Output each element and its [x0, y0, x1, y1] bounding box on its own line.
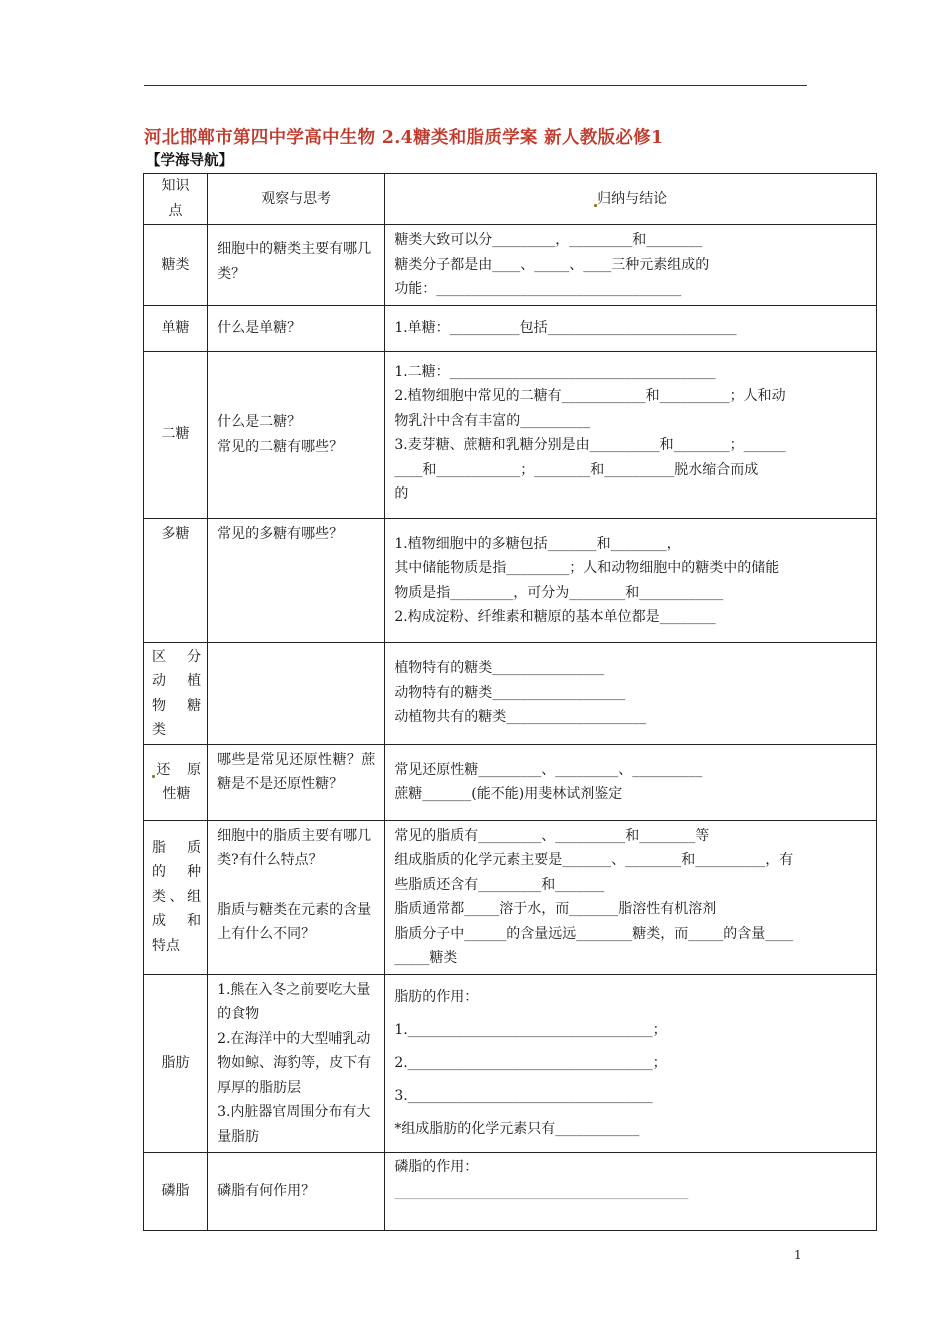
- conclusion-line: 糖类分子都是由____、_____、____三种元素组成的: [394, 256, 710, 273]
- question-text: 细胞中的脂质主要有哪几类?有什么特点？: [217, 827, 372, 868]
- question-text: 细胞中的糖类主要有哪几类？: [217, 241, 372, 282]
- topic-text: 类、组: [152, 888, 202, 905]
- conclusion-line: 磷脂的作用：: [394, 1159, 479, 1175]
- row-question: [208, 744, 385, 820]
- question-text: 2.在海洋中的大型哺乳动物如鲸、海豹等，皮下有厚厚的脂肪层: [217, 1030, 372, 1096]
- conclusion-line: 脂质分子中______的含量远远________糖类，而_____的含量____: [394, 925, 794, 942]
- table-row: [144, 1153, 877, 1231]
- table-row: [144, 351, 877, 518]
- topic-text: 动 植: [152, 673, 202, 689]
- conclusion-line: 植物特有的糖类________________: [394, 660, 605, 677]
- header-text: 知识: [161, 178, 190, 194]
- topic-text: 脂 质: [152, 839, 202, 856]
- row-question: [208, 351, 385, 518]
- header-conclusion: [385, 174, 877, 225]
- topic-text: 特点: [152, 937, 180, 954]
- row-question: [208, 305, 385, 351]
- row-question: [208, 225, 385, 306]
- topic-text: 多糖: [161, 525, 190, 542]
- table-row: [144, 225, 877, 306]
- header-rule: [144, 85, 807, 86]
- conclusion-line: 的: [394, 486, 409, 502]
- table-row: [144, 518, 877, 642]
- topic-text: 成 和: [152, 913, 202, 930]
- row-conclusion: [385, 1153, 877, 1231]
- topic-text: 区 分: [152, 648, 202, 665]
- conclusion-line: 物质是指_________，可分为________和____________: [394, 584, 724, 601]
- conclusion-line: 物乳汁中含有丰富的__________: [394, 412, 591, 429]
- row-conclusion: [385, 974, 877, 1153]
- row-topic: 单糖: [144, 305, 208, 351]
- question-text: 3.内脏器官周围分布有大量脂肪: [217, 1104, 371, 1145]
- conclusion-line: _____糖类: [394, 950, 458, 966]
- table-row: [144, 642, 877, 744]
- row-topic: 磷脂: [144, 1153, 208, 1231]
- header-observe-think: 观察与思考: [208, 174, 385, 225]
- question-text: 常见的多糖有哪些？: [217, 525, 344, 542]
- row-topic: [144, 642, 208, 744]
- row-topic: [144, 518, 208, 642]
- conclusion-line: ____和____________；________和__________脱水缩合而成: [394, 461, 759, 478]
- conclusion-line: 蔗糖_______(能不能)用斐林试剂鉴定: [394, 786, 623, 802]
- conclusion-line: 动植物共有的糖类____________________: [394, 709, 647, 726]
- topic-text: [152, 758, 201, 783]
- row-topic: 二糖: [144, 351, 208, 518]
- row-question: [208, 1153, 385, 1231]
- question-text: 什么是单糖？: [217, 319, 302, 336]
- row-conclusion: [385, 351, 877, 518]
- conclusion-line: 常见还原性糖_________、_________、__________: [394, 761, 703, 778]
- row-topic: [144, 744, 208, 820]
- row-topic: 脂肪: [144, 974, 208, 1153]
- conclusion-line: 脂质通常都_____溶于水，而_______脂溶性有机溶剂: [394, 901, 717, 917]
- row-conclusion: [385, 820, 877, 974]
- row-question: [208, 642, 385, 744]
- page-number: 1: [794, 1248, 802, 1262]
- conclusion-line: 1.植物细胞中的多糖包括_______和________，: [394, 535, 681, 552]
- question-text: 什么是二糖？: [217, 414, 302, 430]
- conclusion-line: 动物特有的糖类___________________: [394, 684, 626, 701]
- table-row: [144, 744, 877, 820]
- conclusion-line: 3.麦芽糖、蔗糖和乳糖分别是由__________和________；______: [394, 437, 786, 453]
- conclusion-line: 其中储能物质是指_________；人和动物细胞中的糖类中的储能: [394, 560, 780, 576]
- conclusion-line: 组成脂质的化学元素主要是_______、________和__________，有: [394, 852, 794, 868]
- conclusion-line: 些脂质还含有_________和_______: [394, 876, 605, 893]
- topic-text: 类: [152, 722, 166, 738]
- document-title: 河北邯郸市第四中学高中生物 2.4糖类和脂质学案 新人教版必修1: [144, 128, 664, 148]
- conclusion-line: 1.二糖：______________________________________: [394, 363, 716, 380]
- question-text: 常见的二糖有哪些？: [217, 438, 344, 455]
- header-knowledge-point: [144, 174, 208, 225]
- conclusion-line: 糖类大致可以分_________，_________和________: [394, 232, 703, 248]
- conclusion-line: 1.___________________________________；: [394, 1021, 667, 1038]
- conclusion-line: 功能：___________________________________: [394, 281, 682, 297]
- table-row: [144, 974, 877, 1153]
- row-conclusion: [385, 518, 877, 642]
- conclusion-line: 1.单糖：__________包括___________________________: [394, 319, 737, 336]
- question-text: 哪些是常见还原性糖？蔗糖是不是还原性糖？: [217, 751, 376, 792]
- topic-text: 性糖: [162, 786, 191, 802]
- table-header-row: [144, 174, 877, 225]
- row-conclusion: [385, 225, 877, 306]
- question-text: 1.熊在入冬之前要吃大量的食物: [217, 981, 371, 1022]
- conclusion-line: 3.___________________________________: [394, 1087, 653, 1104]
- conclusion-line: 脂肪的作用：: [394, 988, 479, 1005]
- row-topic: 糖类: [144, 225, 208, 306]
- conclusion-line: 2.植物细胞中常见的二糖有____________和__________；人和动: [394, 388, 786, 404]
- topic-text: 的 种: [152, 864, 202, 881]
- conclusion-line: 常见的脂质有_________、__________和________等: [394, 827, 710, 844]
- row-conclusion: [385, 305, 877, 351]
- section-subtitle: 【学海导航】: [146, 152, 233, 169]
- topic-text: 还 原: [155, 761, 202, 778]
- row-topic: [144, 820, 208, 974]
- row-question: [208, 518, 385, 642]
- row-conclusion: [385, 642, 877, 744]
- question-text: 脂质与糖类在元素的含量上有什么不同？: [217, 901, 372, 942]
- study-table: [143, 173, 877, 1231]
- row-conclusion: [385, 744, 877, 820]
- table-row: [144, 305, 877, 351]
- conclusion-line: *组成脂肪的化学元素只有____________: [394, 1120, 640, 1137]
- conclusion-line: 2.___________________________________；: [394, 1054, 667, 1071]
- header-text: 点: [168, 202, 183, 219]
- header-text: 归纳与结论: [597, 190, 668, 207]
- row-question: [208, 820, 385, 974]
- table-row: [144, 820, 877, 974]
- question-text: 磷脂有何作用？: [217, 1183, 316, 1200]
- conclusion-line: 2.构成淀粉、纤维素和糖原的基本单位都是________: [394, 609, 716, 625]
- topic-text: 物 糖: [152, 697, 202, 714]
- conclusion-line: __________________________________________: [394, 1183, 689, 1200]
- row-question: [208, 974, 385, 1153]
